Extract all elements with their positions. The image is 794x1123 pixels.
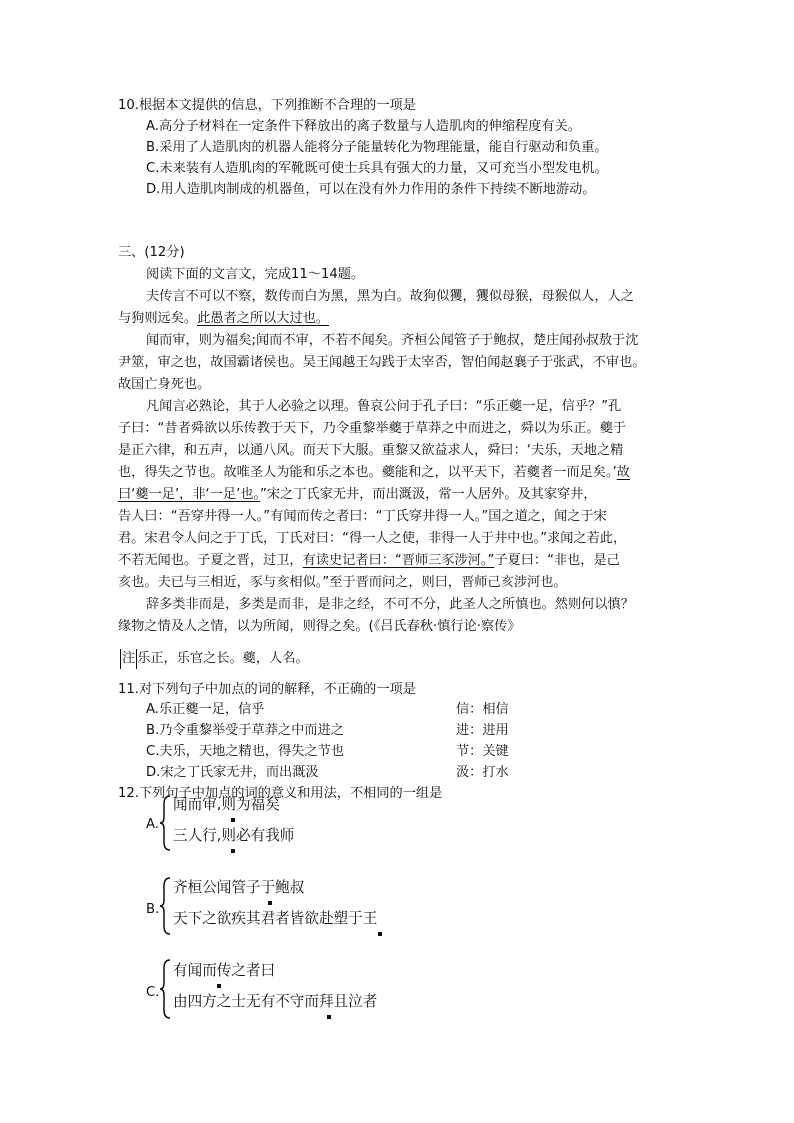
q12-group-c-bottom: 由四方之士无有不守而拜且泣者 — [173, 993, 378, 1010]
passage-p4-line2: 缘物之情及人之情，以为所闻，则得之矣。(《吕氏春秋·慎行论·察传》 — [118, 619, 521, 634]
passage-p3-line4: 也，得失之节也。故唯圣人为能和乐之本也。夔能和之，以平天下，若夔者一而足矣。’故 — [118, 465, 630, 480]
passage-p2-line1: 闻而审，则为福矣;闻而不审，不若不闻矣。齐桓公闻管子于鲍叔，楚庄闻孙叔敖于沈 — [146, 333, 639, 348]
q10-option-a: A.高分子材料在一定条件下释放出的离子数量与人造肌肉的伸缩程度有关。 — [146, 119, 581, 134]
emphasis-dot — [378, 932, 382, 936]
q12-group-a-top: 闻而审,则为福矣 — [173, 796, 280, 813]
emphasis-dot — [268, 901, 272, 905]
underlined-sentence: 曰‘夔一足’，非‘一足’也。 — [118, 487, 261, 502]
passage-p3-line5: 曰‘夔一足’，非‘一足’也。”宋之丁氏家无井，而出溉汲，常一人居外。及其家穿井， — [118, 487, 597, 502]
passage-p2-line2: 尹筮，审之也，故国霸诸侯也。吴王闻越王勾践于太宰否，智伯闻赵襄子于张武，不审也。 — [118, 355, 646, 370]
section-heading: 三、(12分) — [118, 245, 185, 260]
annotation-note: 注 乐正，乐官之长。夔，人名。 — [120, 649, 309, 669]
q12-group-a-bottom: 三人行,则必有我师 — [173, 827, 295, 844]
q11-stem: 11.对下列句子中加点的词的解释，不正确的一项是 — [118, 682, 416, 697]
q12-group-a-label: A. — [146, 817, 159, 832]
passage-p4-line1: 辞多类非而是，多类是而非，是非之经，不可不分，此圣人之所慎也。然则何以慎？ — [146, 597, 634, 612]
q12-group-c-label: C. — [146, 985, 160, 1000]
q10-option-c: C.未来装有人造肌肉的军靴既可使士兵具有强大的力量，又可充当小型发电机。 — [146, 161, 608, 176]
q11-option-b-answer: 进：进用 — [456, 723, 509, 738]
q11-option-c-answer: 节：关键 — [456, 744, 509, 759]
passage-p3-line2: 子曰：“昔者舜欲以乐传教于天下，乃令重黎举夔于草莽之中而进之，舜以为乐正。夔于 — [118, 421, 626, 436]
underlined-sentence: 此愚者之所以大过也。 — [197, 311, 329, 326]
q11-option-a: A.乐正夔一足，信乎 — [146, 702, 265, 717]
q10-stem: 10.根据本文提供的信息，下列推断不合理的一项是 — [118, 98, 416, 113]
q10-option-d: D.用人造肌肉制成的机器鱼，可以在没有外力作用的条件下持续不断地游动。 — [146, 182, 596, 197]
q12-group-b-top: 齐桓公闻管子于鲍叔 — [173, 879, 305, 896]
passage-p3-line9: 亥也。夫已与三相近，豕与亥相似。”至于晋而问之，则曰，晋师己亥涉河也。 — [118, 575, 567, 590]
q11-option-b: B.乃令重黎举受于草莽之中而进之 — [146, 723, 344, 738]
passage-p3-line8: 不若无闻也。子夏之晋，过卫，有读史记者曰：“晋师三豕涉河。”子夏曰：“非也，是己 — [118, 553, 620, 568]
section-instruction: 阅读下面的文言文，完成11～14题。 — [146, 267, 365, 282]
q11-option-d: D.宋之丁氏家无井，而出溉汲 — [146, 765, 319, 780]
underlined-sentence: 有读史记者曰：“晋师三豕涉河。” — [302, 553, 495, 568]
q12-group-c-top: 有闻而传之者曰 — [173, 962, 276, 979]
passage-p1-line1: 夫传言不可以不察，数传而白为黑，黑为白。故狗似玃，玃似母猴，母猴似人，人之 — [146, 289, 634, 304]
passage-p3-line1: 凡闻言必熟论，其于人必验之以理。鲁哀公问于孔子曰：“乐正夔一足，信乎？”孔 — [146, 399, 622, 414]
q12-group-a-brace — [158, 794, 172, 852]
emphasis-dot — [231, 849, 235, 853]
q10-option-b: B.采用了人造肌肉的机器人能将分子能量转化为物理能量，能自行驱动和负重。 — [146, 140, 608, 155]
passage-p3-line3: 是正六律，和五声，以通八风。而天下大服。重黎又欲益求人，舜曰：‘夫乐，天地之精 — [118, 443, 624, 458]
emphasis-dot — [327, 1015, 331, 1019]
q12-group-b-label: B. — [146, 902, 160, 917]
emphasis-dot — [231, 818, 235, 822]
passage-p2-line3: 故国亡身死也。 — [118, 377, 211, 392]
q12-stem: 12.下列句子中加点的词的意义和用法，不相同的一组是 — [118, 786, 443, 801]
passage-p1-line2: 与狗则远矣。此愚者之所以大过也。 — [118, 311, 329, 326]
q12-group-c-brace — [158, 958, 172, 1020]
emphasis-dot — [217, 984, 221, 988]
q12-group-b-brace — [158, 876, 172, 936]
q12-group-b-bottom: 天下之欲疾其君者皆欲赴塑于王 — [173, 910, 378, 927]
passage-p3-line6: 告人曰：“吾穿井得一人。”有闻而传之者曰：“丁氏穿井得一人。”国之道之，闻之于宋 — [118, 509, 607, 524]
q11-option-d-answer: 汲：打水 — [456, 765, 509, 780]
passage-p3-line7: 君。宋君令人问之于丁氏，丁氏对曰：“得一人之使，非得一人于井中也。”求闻之若此， — [118, 531, 627, 546]
q11-option-c: C.夫乐，天地之精也，得失之节也 — [146, 744, 345, 759]
q11-option-a-answer: 信：相信 — [456, 702, 509, 717]
note-label: 注 — [120, 649, 137, 669]
